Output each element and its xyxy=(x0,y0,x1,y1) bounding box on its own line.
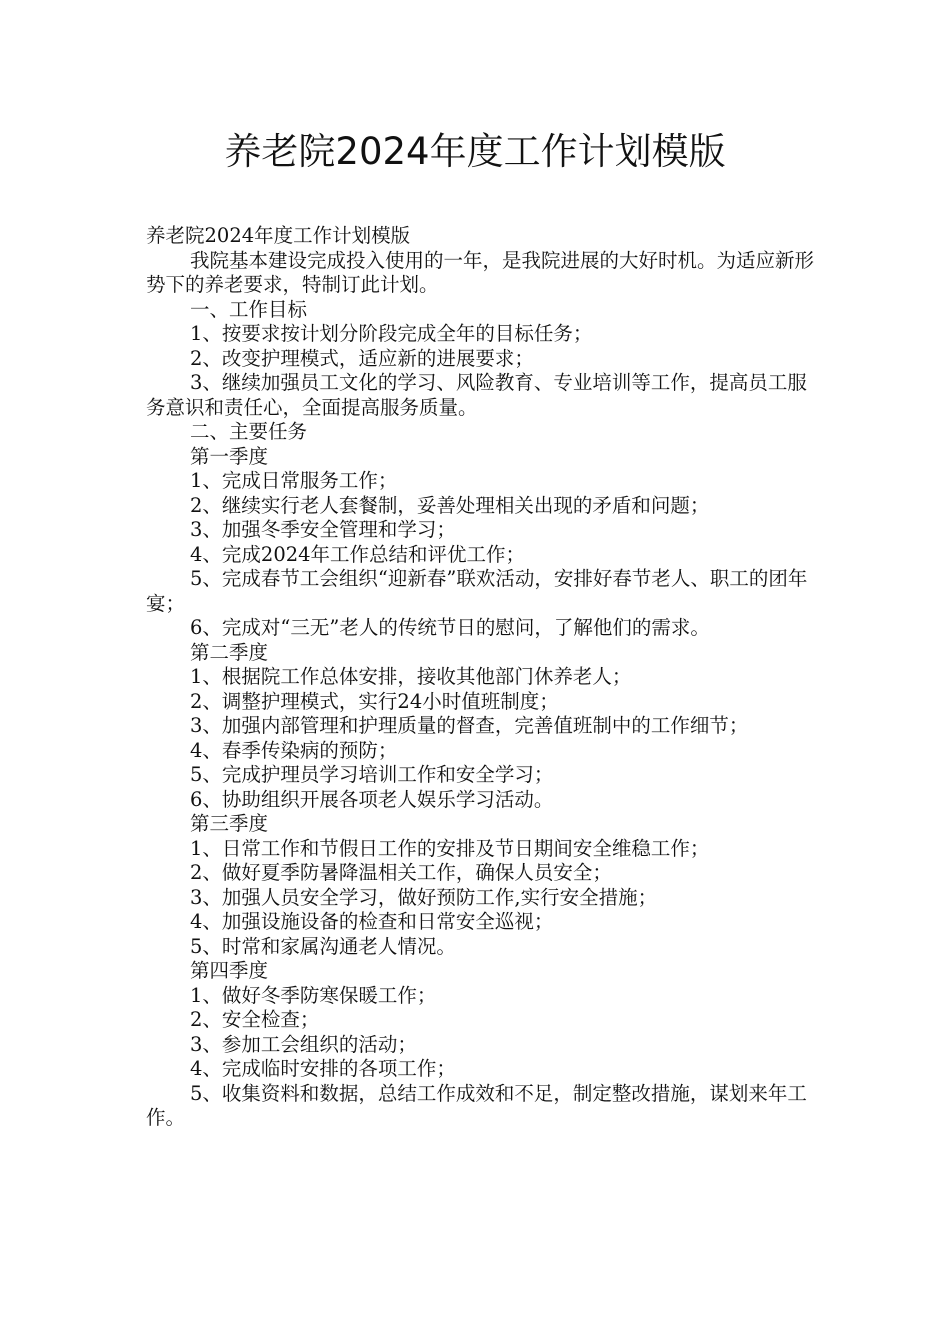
task-item: 2、调整护理模式，实行24小时值班制度； xyxy=(190,689,559,713)
task-item: 5、完成春节工会组织“迎新春”联欢活动，安排好春节老人、职工的团年宴； xyxy=(146,567,808,615)
task-item: 2、继续实行老人套餐制，妥善处理相关出现的矛盾和问题； xyxy=(190,493,710,517)
task-item: 5、完成护理员学习培训工作和安全学习； xyxy=(190,763,554,786)
task-item: 4、完成2024年工作总结和评优工作； xyxy=(190,542,526,566)
task-item: 5、时常和家属沟通老人情况。 xyxy=(190,934,456,958)
task-item: 3、加强冬季安全管理和学习； xyxy=(190,518,456,541)
quarter-heading-q3: 第三季度 xyxy=(190,812,269,835)
quarter-heading-q4: 第四季度 xyxy=(190,959,269,982)
document-title: 养老院2024年度工作计划模版 xyxy=(224,130,726,173)
task-item: 6、协助组织开展各项老人娱乐学习活动。 xyxy=(190,787,554,811)
task-item: 1、日常工作和节假日工作的安排及节日期间安全维稳工作； xyxy=(190,836,710,860)
task-item: 6、完成对“三无”老人的传统节日的慰问，了解他们的需求。 xyxy=(190,616,710,639)
quarter-heading-q2: 第二季度 xyxy=(190,640,269,664)
quarter-heading-q1: 第一季度 xyxy=(190,444,269,468)
task-item: 2、安全检查； xyxy=(190,1008,320,1031)
task-item: 5、收集资料和数据，总结工作成效和不足，制定整改措施，谋划来年工作。 xyxy=(146,1081,807,1129)
task-item: 1、做好冬季防寒保暖工作； xyxy=(190,983,437,1007)
document-subtitle: 养老院2024年度工作计划模版 xyxy=(146,224,411,247)
goal-item: 1、按要求按计划分阶段完成全年的目标任务； xyxy=(190,322,593,345)
task-item: 2、做好夏季防暑降温相关工作，确保人员安全； xyxy=(190,861,612,884)
section-heading-goals: 一、工作目标 xyxy=(190,297,308,321)
section-heading-tasks: 二、主要任务 xyxy=(190,420,308,443)
task-item: 1、完成日常服务工作； xyxy=(190,469,398,492)
document-body xyxy=(146,224,816,1131)
goal-item: 2、改变护理模式，适应新的进展要求； xyxy=(190,346,534,370)
goal-item: 3、继续加强员工文化的学习、风险教育、专业培训等工作，提高员工服务意识和责任心，全面提高服务质量。 xyxy=(146,371,807,419)
task-item: 3、参加工会组织的活动； xyxy=(190,1032,417,1056)
intro-paragraph: 我院基本建设完成投入使用的一年，是我院进展的大好时机。为适应新形势下的养老要求，特制订此计划。 xyxy=(146,248,815,296)
task-item: 3、加强内部管理和护理质量的督查，完善值班制中的工作细节； xyxy=(190,714,749,737)
task-item: 4、加强设施设备的检查和日常安全巡视； xyxy=(190,910,554,933)
task-item: 4、春季传染病的预防； xyxy=(190,738,398,762)
task-item: 1、根据院工作总体安排，接收其他部门休养老人； xyxy=(190,665,632,688)
task-item: 3、加强人员安全学习，做好预防工作,实行安全措施； xyxy=(190,885,658,909)
task-item: 4、完成临时安排的各项工作； xyxy=(190,1057,456,1080)
